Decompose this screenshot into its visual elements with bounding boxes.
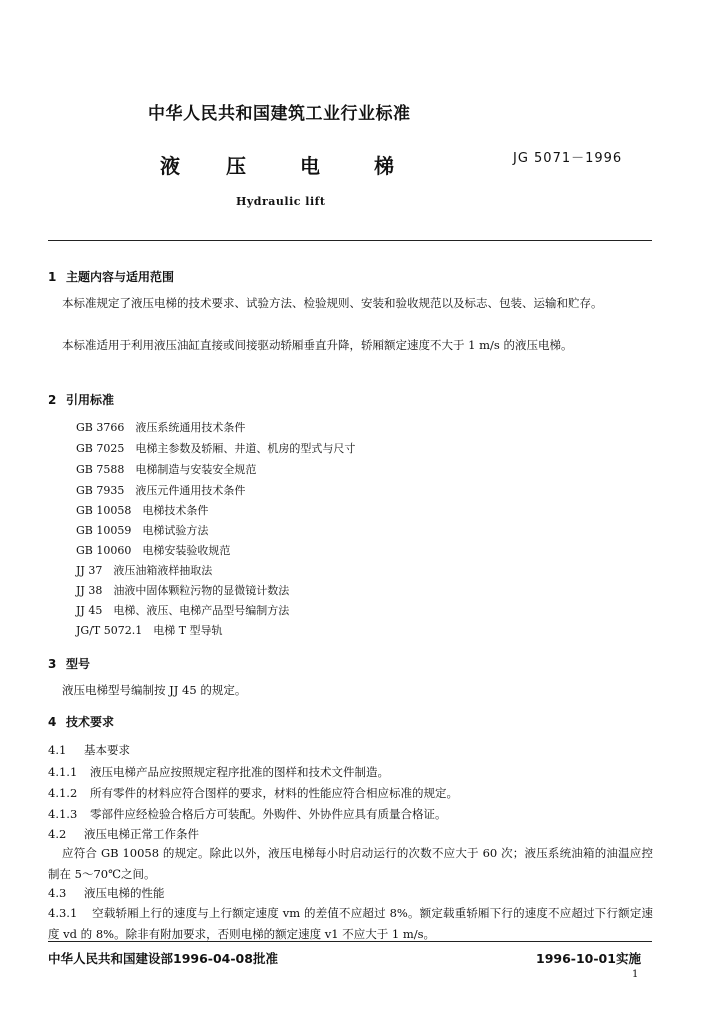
reference-item: JJ 38 油液中固体颗粒污物的显微镜计数法 (76, 584, 290, 597)
clause-number: 4.3 (48, 886, 67, 900)
clause-number: 4.2 (48, 827, 67, 841)
clause-4-2 (48, 826, 199, 842)
section-1-heading (48, 268, 174, 285)
clause-4-2-paragraph: 应符合 GB 10058 的规定。除此以外，液压电梯每小时启动运行的次数不应大于 60 次；液压系统油箱的油温应控制在 5～70℃之间。 (48, 846, 653, 881)
clause-number: 4.1.2 (48, 786, 78, 800)
clause-title: 基本要求 (84, 743, 130, 757)
clause-title: 液压电梯的性能 (84, 886, 165, 900)
section-1-paragraph-1: 本标准规定了液压电梯的技术要求、试验方法、检验规则、安装和验收规范以及标志、包装、运输和贮存。 (62, 296, 603, 310)
clause-text: 液压电梯产品应按照规定程序批准的图样和技术文件制造。 (90, 765, 389, 779)
section-1-paragraph-2: 本标准适用于利用液压油缸直接或间接驱动轿厢垂直升降，轿厢额定速度不大于 1 m/s 的液压电梯。 (62, 338, 573, 352)
implementation-date: 1996-10-01实施 (536, 951, 641, 966)
clause-number: 4.1 (48, 743, 67, 757)
standard-category-title: 中华人民共和国建筑工业行业标准 (148, 104, 411, 124)
title-char: 压 (226, 154, 246, 178)
reference-item: JJ 45 电梯、液压、电梯产品型号编制方法 (76, 604, 290, 617)
reference-item: JG/T 5072.1 电梯 T 型导轨 (76, 624, 223, 637)
reference-item: JJ 37 液压油箱液样抽取法 (76, 564, 213, 577)
title-char: 梯 (374, 154, 394, 178)
clause-4-3 (48, 885, 165, 901)
clause-4-3-1 (48, 903, 653, 945)
reference-item: GB 10058 电梯技术条件 (76, 504, 209, 517)
section-title: 型号 (66, 657, 91, 671)
title-char: 液 (160, 154, 180, 178)
section-3-paragraph: 液压电梯型号编制按 JJ 45 的规定。 (62, 683, 247, 697)
reference-item: GB 10060 电梯安装验收规范 (76, 544, 231, 557)
clause-text: 空载轿厢上行的速度与上行额定速度 vm 的差值不应超过 8%。额定载重轿厢下行的速度不应超过下行额定速度 vd 的 8%。除非有附加要求，否则电梯的额定速度 v1 不应大于 1 m/s。 (48, 906, 653, 941)
clause-number: 4.1.3 (48, 807, 78, 821)
document-title (160, 150, 420, 178)
clause-number: 4.1.1 (48, 765, 78, 779)
approval-info: 中华人民共和国建设部1996-04-08批准 (48, 951, 278, 966)
clause-text: 所有零件的材料应符合图样的要求，材料的性能应符合相应标准的规定。 (90, 786, 458, 800)
section-number: 1 (48, 270, 57, 284)
page-number: 1 (632, 969, 639, 980)
reference-item: GB 10059 电梯试验方法 (76, 524, 209, 537)
section-number: 2 (48, 393, 57, 407)
section-number: 3 (48, 657, 57, 671)
english-title: Hydraulic lift (236, 195, 326, 208)
reference-item: GB 3766 液压系统通用技术条件 (76, 421, 246, 434)
clause-4-1 (48, 742, 130, 758)
section-title: 主题内容与适用范围 (66, 270, 175, 284)
clause-4-1-2 (48, 785, 458, 801)
section-4-heading (48, 713, 114, 730)
section-3-heading (48, 655, 90, 672)
clause-4-1-1 (48, 764, 389, 780)
reference-item: GB 7588 电梯制造与安装安全规范 (76, 463, 257, 476)
section-number: 4 (48, 715, 57, 729)
reference-item: GB 7025 电梯主参数及轿厢、井道、机房的型式与尺寸 (76, 442, 356, 455)
footer-divider (48, 941, 652, 942)
section-2-heading (48, 391, 114, 408)
clause-number: 4.3.1 (48, 906, 78, 920)
section-title: 引用标准 (66, 393, 115, 407)
clause-title: 液压电梯正常工作条件 (84, 827, 199, 841)
section-title: 技术要求 (66, 715, 115, 729)
clause-4-1-3 (48, 806, 447, 822)
clause-text: 零部件应经检验合格后方可装配。外购件、外协件应具有质量合格证。 (90, 807, 447, 821)
reference-item: GB 7935 液压元件通用技术条件 (76, 484, 246, 497)
standard-number: JG 5071－1996 (513, 151, 623, 166)
title-char: 电 (300, 154, 320, 178)
header-divider (48, 240, 652, 241)
